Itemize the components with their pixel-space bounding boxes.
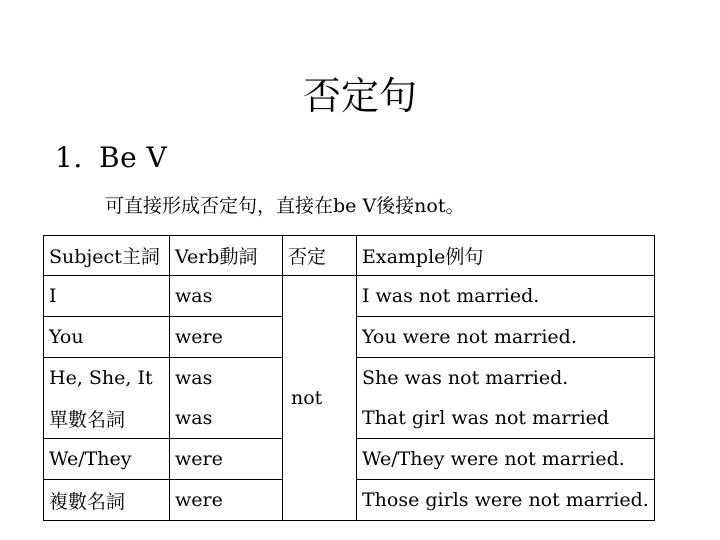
negation-cell: not	[283, 276, 357, 521]
header-verb: Verb動詞	[170, 236, 283, 276]
subject-cell: He, She, It	[44, 358, 170, 399]
verb-cell: were	[170, 480, 283, 521]
rule-note: 可直接形成否定句，直接在be V後接not。	[105, 195, 465, 217]
example-cell: Those girls were not married.	[357, 480, 655, 521]
verb-cell: were	[170, 439, 283, 480]
subject-cell: You	[44, 317, 170, 358]
header-subject: Subject主詞	[44, 236, 170, 276]
example-cell: I was not married.	[357, 276, 655, 317]
subject-cell: I	[44, 276, 170, 317]
example-cell: We/They were not married.	[357, 439, 655, 480]
subject-cell: We/They	[44, 439, 170, 480]
example-cell: That girl was not married	[357, 398, 655, 439]
table-header-row	[44, 236, 655, 276]
slide-title: 否定句	[302, 74, 417, 118]
negation-table	[43, 235, 655, 521]
section-heading	[55, 140, 167, 176]
section-number: 1.	[55, 141, 83, 174]
verb-cell: were	[170, 317, 283, 358]
verb-cell: was	[170, 358, 283, 399]
verb-cell: was	[170, 398, 283, 439]
table-row	[44, 276, 655, 317]
subject-cell: 複數名詞	[44, 480, 170, 521]
header-example: Example例句	[357, 236, 655, 276]
section-title: Be V	[99, 141, 168, 174]
example-cell: You were not married.	[357, 317, 655, 358]
subject-cell: 單數名詞	[44, 398, 170, 439]
header-negation: 否定	[283, 236, 357, 276]
verb-cell: was	[170, 276, 283, 317]
example-cell: She was not married.	[357, 358, 655, 399]
